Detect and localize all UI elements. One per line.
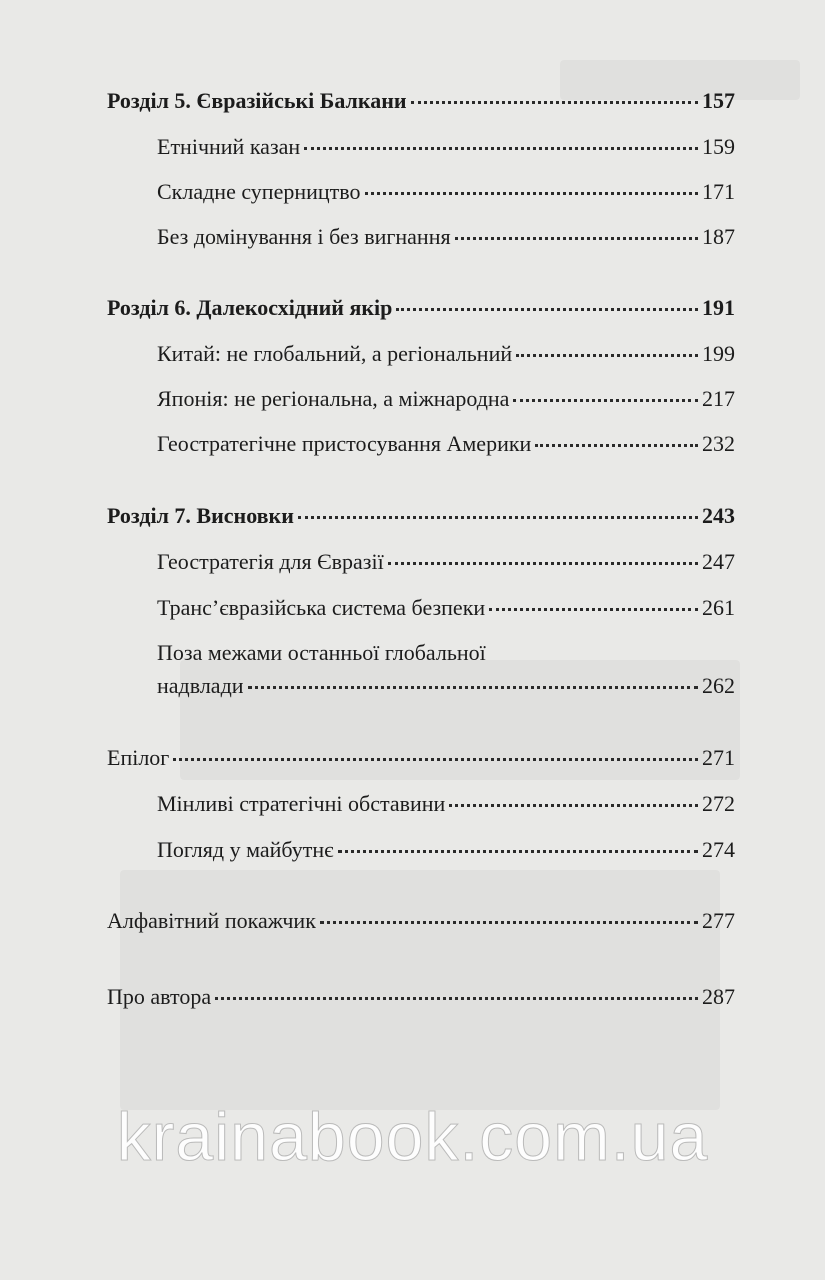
toc-page-number: 247 bbox=[702, 549, 735, 574]
toc-leader bbox=[320, 920, 698, 924]
toc-entry-epilogue bbox=[107, 743, 735, 773]
toc-leader bbox=[215, 996, 698, 1000]
toc-title-line-2: надвлади bbox=[157, 673, 244, 698]
toc-entry bbox=[157, 177, 735, 207]
toc-page-number: 261 bbox=[702, 595, 735, 620]
toc-title: Алфавітний покажчик bbox=[107, 908, 316, 933]
toc-page-number: 191 bbox=[702, 295, 735, 320]
toc-entry-chapter-6 bbox=[107, 293, 735, 323]
toc-entry bbox=[157, 593, 735, 623]
toc-leader bbox=[298, 515, 698, 519]
toc-title: Геостратегічне пристосування Америки bbox=[157, 431, 532, 456]
toc-title: Китай: не глобальний, а регіональний bbox=[157, 341, 513, 366]
toc-page-number: 274 bbox=[702, 837, 735, 862]
toc-leader bbox=[411, 100, 698, 104]
toc-leader bbox=[535, 443, 698, 447]
toc-entry bbox=[157, 671, 735, 701]
toc-page-number: 171 bbox=[702, 179, 735, 204]
toc-page-number: 262 bbox=[702, 673, 735, 698]
toc-leader bbox=[455, 236, 698, 240]
toc-entry bbox=[157, 835, 735, 865]
toc-entry bbox=[157, 222, 735, 252]
toc-leader bbox=[248, 685, 698, 689]
toc-page-number: 232 bbox=[702, 431, 735, 456]
toc-entry-about-author bbox=[107, 982, 735, 1012]
toc-title: Розділ 5. Євразійські Балкани bbox=[107, 88, 407, 113]
toc-title: Японія: не регіональна, а міжнародна bbox=[157, 386, 510, 411]
toc-page-number: 157 bbox=[702, 88, 735, 113]
toc-leader bbox=[449, 803, 698, 807]
toc-page-number: 199 bbox=[702, 341, 735, 366]
toc-entry bbox=[157, 789, 735, 819]
toc-title: Епілог bbox=[107, 745, 170, 770]
toc-leader bbox=[365, 191, 698, 195]
toc-page-number: 187 bbox=[702, 224, 735, 249]
toc-title: Мінливі стратегічні обставини bbox=[157, 791, 446, 816]
toc-leader bbox=[516, 353, 698, 357]
toc-leader bbox=[388, 561, 698, 565]
toc-leader bbox=[173, 757, 698, 761]
toc-page-number: 159 bbox=[702, 134, 735, 159]
toc-page-number: 271 bbox=[702, 745, 735, 770]
toc-entry bbox=[157, 132, 735, 162]
toc-leader bbox=[304, 146, 698, 150]
toc-leader bbox=[338, 849, 698, 853]
toc-entry-chapter-7 bbox=[107, 501, 735, 531]
toc-title: Транс’євразійська система безпеки bbox=[157, 595, 486, 620]
toc-title: Без домінування і без вигнання bbox=[157, 224, 451, 249]
toc-title: Розділ 6. Далекосхідний якір bbox=[107, 295, 393, 320]
toc-entry bbox=[157, 429, 735, 459]
toc-leader bbox=[513, 398, 698, 402]
toc-entry-chapter-5 bbox=[107, 86, 735, 116]
toc-page-number: 217 bbox=[702, 386, 735, 411]
toc-title: Етнічний казан bbox=[157, 134, 301, 159]
toc-title: Розділ 7. Висновки bbox=[107, 503, 294, 528]
toc-entry bbox=[157, 547, 735, 577]
toc-leader bbox=[396, 307, 698, 311]
toc-entry-index bbox=[107, 906, 735, 936]
toc-title-line-1: Поза межами останньої глобальної bbox=[157, 640, 486, 665]
toc-entry bbox=[157, 384, 735, 414]
toc-title: Геостратегія для Євразії bbox=[157, 549, 384, 574]
toc-page-number: 287 bbox=[702, 984, 735, 1009]
toc-title: Складне суперництво bbox=[157, 179, 361, 204]
toc-page-number: 277 bbox=[702, 908, 735, 933]
toc-title: Про автора bbox=[107, 984, 212, 1009]
toc-page-number: 243 bbox=[702, 503, 735, 528]
toc-title: Погляд у майбутнє bbox=[157, 837, 334, 862]
watermark: krainabook.com.ua bbox=[116, 1099, 709, 1175]
toc-leader bbox=[489, 607, 698, 611]
toc-page-number: 272 bbox=[702, 791, 735, 816]
toc-entry bbox=[157, 339, 735, 369]
